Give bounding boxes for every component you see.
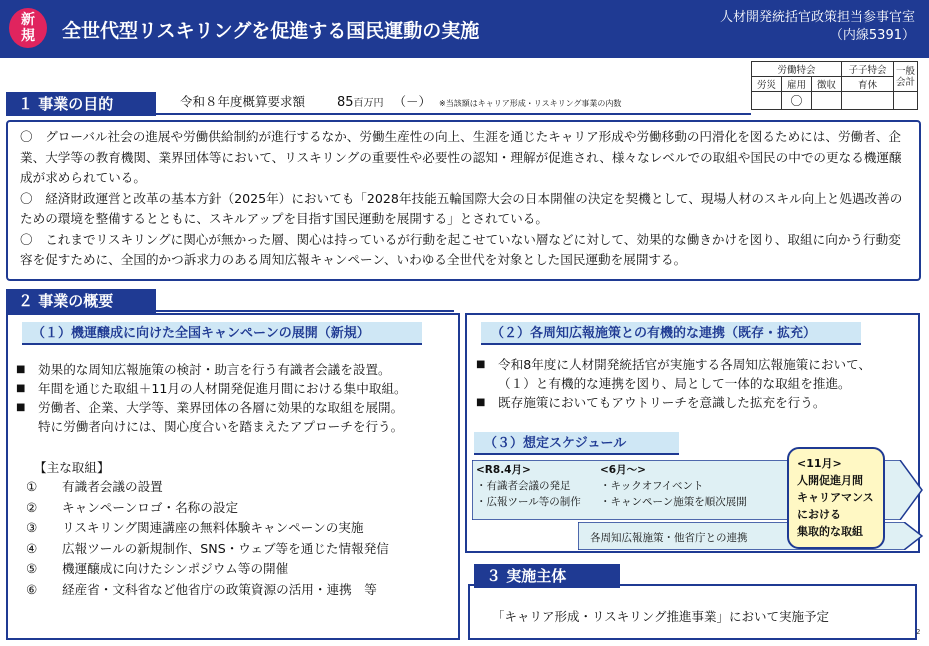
account-table xyxy=(751,61,918,110)
square-bullet-icon: ■ xyxy=(16,364,26,375)
account-general: 一般会計 xyxy=(894,62,918,92)
budget-unit: 百万円 xyxy=(353,98,384,109)
budget-paren: （－） xyxy=(393,94,432,109)
budget-note: ※当該額はキャリア形成・リスキリング事業の内数 xyxy=(439,99,622,108)
callout-line: キャリアマンス xyxy=(797,491,874,504)
sub2-bullets xyxy=(476,355,916,412)
initiative-item: ⑤ 機運醸成に向けたシンポジウム等の開催 xyxy=(26,561,289,577)
page-title: 全世代型リスキリングを促進する国民運動の実施 xyxy=(62,20,480,42)
square-bullet-icon: ■ xyxy=(476,359,486,370)
department-name: 人材開発統括官政策担当参事官室 xyxy=(719,10,915,25)
schedule-item: ・キャンペーン施策を順次展開 xyxy=(600,496,747,508)
purpose-paragraph-1: 〇 グローバル社会の進展や労働供給制約が進行するなか、労働生産性の向上、生涯を通じたキャリア形成や労働移動の円滑化を図るためには、労働者、企業、大学等の教育機関、業界団体等において、リスキリングの重要性や必要性の認知・理解が促進され、様々なレベルでの取組や国民の中での更なる機運醸成が求められている。 xyxy=(20,129,902,185)
page-number: 2 xyxy=(916,628,921,636)
square-bullet-icon: ■ xyxy=(16,383,26,394)
square-bullet-icon: ■ xyxy=(16,402,26,413)
account-labor: 労働特会 xyxy=(752,62,842,77)
account-mark: 〇 xyxy=(782,92,812,110)
bullet-item: ■ 既存施策においてもアウトリーチを意識した拡充を行う。 xyxy=(476,395,826,410)
account-col-choushu: 徴収 xyxy=(812,77,842,92)
bullet-item: ■ 効果的な周知広報施策の検討・助言を行う有識者会議を設置。 xyxy=(16,362,391,377)
schedule-col-june xyxy=(600,462,747,510)
budget-line xyxy=(180,92,621,110)
section2-heading: ２ 事業の概要 xyxy=(6,289,156,313)
department-info xyxy=(720,9,915,45)
bullet-item: ■ 令和8年度に人材開発統括官が実施する各周知広報施策において、 xyxy=(476,357,871,372)
callout-line: における xyxy=(797,508,841,521)
account-col-rousai: 労災 xyxy=(752,77,782,92)
initiative-item: ⑥ 経産省・文科省など他省庁の政策資源の活用・連携 等 xyxy=(26,581,377,597)
purpose-paragraph-2: 〇 経済財政運営と改革の基本方針（2025年）においても「2028年技能五輪国際大会の日本開催の決定を契機として、現場人材のスキル向上と処遇改善のための環境を整備するとともに、スキルアップを目指す国民運動を展開する」とされている。 xyxy=(20,190,903,226)
section1-rule xyxy=(156,113,751,115)
bullet-item: ■ 労働者、企業、大学等、業界団体の各層に効果的な取組を展開。 xyxy=(16,400,404,415)
sub2-title: （２）各周知広報施策との有機的な連携（既存・拡充） xyxy=(481,322,861,345)
purpose-box xyxy=(6,120,921,281)
header-bar xyxy=(0,0,929,58)
account-col-ikukyu: 育休 xyxy=(842,77,894,92)
implementer-text: 「キャリア形成・リスキリング推進事業」において実施予定 xyxy=(492,609,830,624)
november-callout xyxy=(787,447,885,549)
bullet-continuation: （１）と有機的な連携を図り、局として一体的な取組を推進。 xyxy=(498,376,851,391)
sub1-bullets xyxy=(16,360,456,436)
sub1-title: （１）機運醸成に向けた全国キャンペーンの展開（新規） xyxy=(22,322,422,345)
new-badge: 新規 xyxy=(9,8,47,48)
bullet-item: ■ 年間を通じた取組＋11月の人材開発促進月間における集中取組。 xyxy=(16,381,407,396)
purpose-paragraph-3: 〇 これまでリスキリングに関心が無かった層、関心は持っているが行動を起こせていない層などに対して、効果的な働きかけを図り、取組に向かう行動変容を促すために、全国的かつ訴求力のある周知広報キャンペーン、いわゆる全世代を対象とした国民運動を展開する。 xyxy=(20,231,901,267)
callout-line: 集取的な取組 xyxy=(797,525,863,538)
section1-heading: １ 事業の目的 xyxy=(6,92,156,116)
section2-rule xyxy=(156,310,454,312)
budget-amount: 85 xyxy=(337,95,354,110)
budget-label: 令和８年度概算要求額 xyxy=(180,94,306,109)
schedule-head-april: <R8.4月> xyxy=(476,464,531,476)
schedule-col-april xyxy=(476,462,581,510)
main-initiatives-label: 【主な取組】 xyxy=(34,460,110,475)
initiative-item: ③ リスキリング関連講座の無料体験キャンペーンの実施 xyxy=(26,520,364,536)
extension-number: （内線5391） xyxy=(829,28,915,43)
square-bullet-icon: ■ xyxy=(476,397,486,408)
schedule-item: ・広報ツール等の制作 xyxy=(476,496,581,508)
account-child: 子子特会 xyxy=(842,62,894,77)
account-col-koyou: 雇用 xyxy=(782,77,812,92)
lower-arrow-label: 各周知広報施策・他省庁との連携 xyxy=(590,532,748,544)
callout-line: 人開促進月間 xyxy=(797,474,863,487)
section3-heading: ３ 実施主体 xyxy=(474,564,620,588)
bullet-continuation: 特に労働者向けには、関心度合いを踏まえたアプローチを行う。 xyxy=(38,419,404,434)
initiative-item: ④ 広報ツールの新規制作、SNS・ウェブ等を通じた情報発信 xyxy=(26,540,389,556)
sub3-title: （３）想定スケジュール xyxy=(474,432,679,455)
callout-line: <11月> xyxy=(797,457,842,470)
initiative-item: ② キャンペーンロゴ・名称の設定 xyxy=(26,499,239,515)
initiative-item: ① 有識者会議の設置 xyxy=(26,479,163,494)
main-initiatives-list xyxy=(26,477,389,601)
schedule-item: ・キックオフイベント xyxy=(600,480,704,492)
schedule-item: ・有識者会議の発足 xyxy=(476,480,571,492)
schedule-head-june: <6月～> xyxy=(600,464,646,476)
